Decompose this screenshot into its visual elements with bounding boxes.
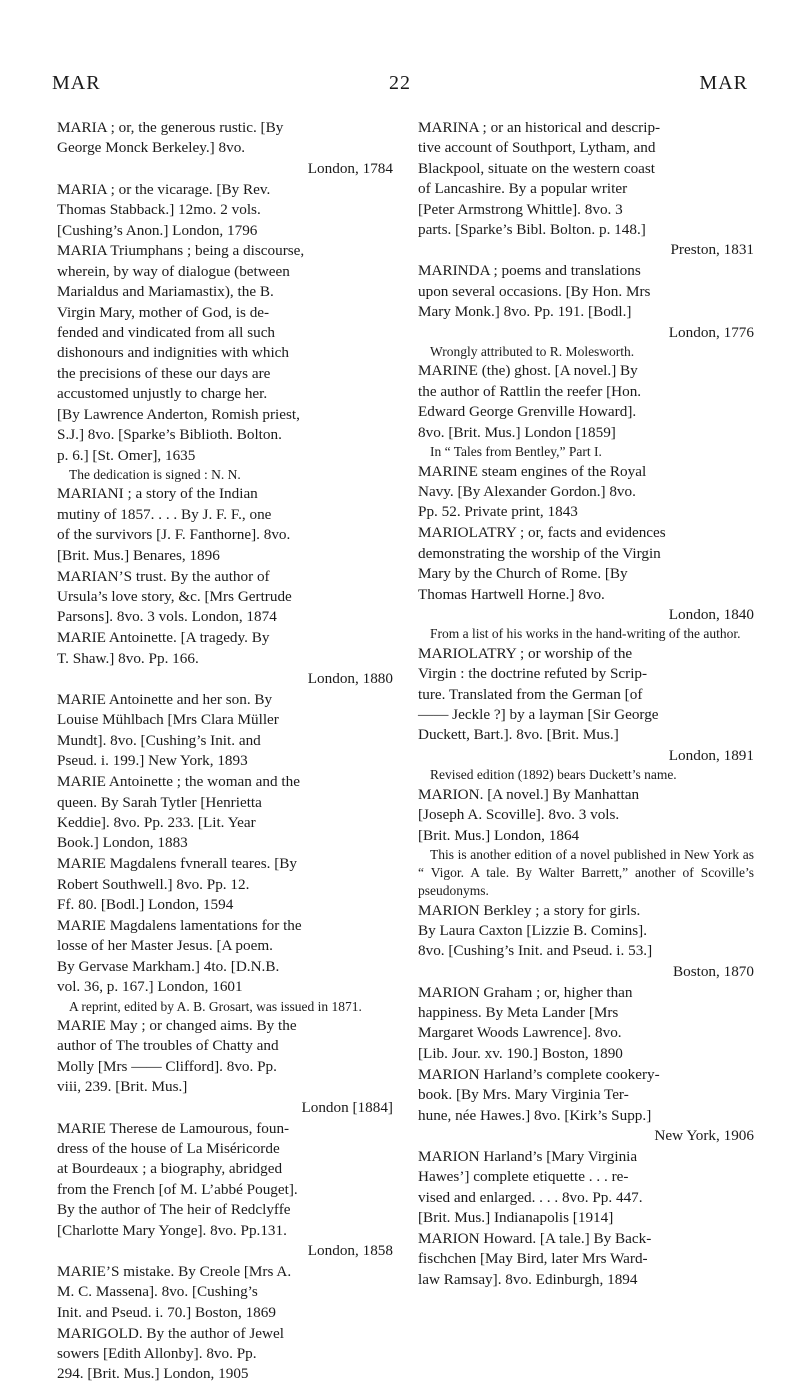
entry-line: Molly [Mrs —— Clifford]. 8vo. Pp.: [57, 1057, 277, 1075]
entry-line: By Gervase Markham.] 4to. [D.N.B.: [57, 957, 280, 975]
entry-line: dress of the house of La Miséricorde: [57, 1140, 280, 1157]
entry-line: [Brit. Mus.] London, 1864: [418, 826, 580, 844]
entry-line: Mundt]. 8vo. [Cushing’s Init. and: [57, 731, 261, 749]
bibliography-entry: [418, 901, 754, 983]
entry-line: Ff. 80. [Bodl.] London, 1594: [57, 896, 234, 914]
entry-line: losse of her Master Jesus. [A poem.: [57, 937, 273, 955]
entry-line: MARIA Triumphans ; being a discourse,: [57, 242, 305, 260]
entry-note: The dedication is signed : N. N.: [69, 466, 241, 482]
entry-line: fended and vindicated from all such: [57, 324, 276, 342]
entry-line: Hawes’] complete etiquette . . . re-: [418, 1168, 629, 1186]
entry-line: vised and enlarged. . . . 8vo. Pp. 447.: [418, 1188, 643, 1206]
entry-note: From a list of his works in the hand-writing of the author.: [430, 626, 741, 642]
entry-imprint: London [1884]: [301, 1098, 393, 1116]
entry-line: MARIE Antoinette. [A tragedy. By: [57, 629, 270, 647]
entry-line: upon several occasions. [By Hon. Mrs: [418, 282, 651, 300]
entry-line: happiness. By Meta Lander [Mrs: [418, 1004, 619, 1022]
bibliography-entry: [57, 1119, 393, 1262]
entry-line: 294. [Brit. Mus.] London, 1905: [57, 1365, 249, 1383]
entry-line: George Monck Berkeley.] 8vo.: [57, 139, 246, 157]
entry-line: MARINA ; or an historical and descrip-: [418, 119, 661, 136]
entry-line: By Laura Caxton [Lizzie B. Comins].: [418, 921, 648, 939]
bibliography-entry: [418, 1147, 754, 1229]
entry-imprint: Boston, 1870: [672, 962, 754, 980]
entry-line: author of The troubles of Chatty and: [57, 1037, 279, 1055]
entry-line: Thomas Stabback.] 12mo. 2 vols.: [57, 201, 261, 219]
entry-line: at Bourdeaux ; a biography, abridged: [57, 1160, 283, 1178]
entry-imprint: London, 1858: [307, 1242, 393, 1260]
entry-line: dishonours and indignities with which: [57, 344, 290, 362]
bibliography-entry: [418, 785, 754, 900]
entry-line: [Charlotte Mary Yonge]. 8vo. Pp.131.: [57, 1221, 287, 1239]
entry-line: Book.] London, 1883: [57, 834, 188, 852]
entry-line: [Cushing’s Anon.] London, 1796: [57, 221, 258, 239]
bibliography-entry: [57, 484, 393, 566]
entry-line: S.J.] 8vo. [Sparke’s Biblioth. Bolton.: [57, 426, 282, 444]
header-right-guide: MAR: [699, 72, 748, 94]
bibliography-entry: [57, 241, 393, 483]
entry-imprint: London, 1840: [668, 605, 754, 623]
bibliography-entry: [418, 1229, 754, 1290]
entry-imprint: London, 1776: [668, 323, 754, 341]
entry-line: MARION Harland’s [Mary Virginia: [418, 1147, 638, 1165]
bibliography-entry: [57, 690, 393, 772]
entry-line: p. 6.] [St. Omer], 1635: [57, 446, 196, 464]
entry-line: MARIE Therese de Lamourous, foun-: [57, 1119, 290, 1137]
running-header: [52, 72, 748, 106]
entry-line: MARIA ; or, the generous rustic. [By: [57, 119, 284, 136]
entry-line: [Peter Armstrong Whittle]. 8vo. 3: [418, 200, 623, 218]
bibliography-entry: [57, 916, 393, 1016]
entry-line: Virgin : the doctrine refuted by Scrip-: [418, 665, 648, 683]
entry-line: 8vo. [Cushing’s Init. and Pseud. i. 53.]: [418, 942, 653, 960]
entry-line: —— Jeckle ?] by a layman [Sir George: [418, 706, 659, 724]
bibliography-entry: [418, 523, 754, 643]
bibliography-entry: [418, 644, 754, 784]
entry-line: Pseud. i. 199.] New York, 1893: [57, 752, 248, 770]
entry-line: Duckett, Bart.]. 8vo. [Brit. Mus.]: [418, 726, 619, 744]
entry-line: MARIA ; or the vicarage. [By Rev.: [57, 180, 271, 198]
bibliography-entry: [418, 118, 754, 261]
entry-line: [Joseph A. Scoville]. 8vo. 3 vols.: [418, 806, 620, 824]
entry-line: Marialdus and Mariamastix), the B.: [57, 283, 274, 301]
entry-line: of the survivors [J. F. Fanthorne]. 8vo.: [57, 526, 291, 544]
left-column: [57, 118, 393, 1385]
entry-line: the precisions of these our days are: [57, 364, 271, 382]
bibliography-entry: [418, 361, 754, 461]
bibliography-entry: [57, 1262, 393, 1323]
entry-line: MARIOLATRY ; or, facts and evidences: [418, 524, 666, 542]
bibliography-entry: [57, 628, 393, 689]
entry-line: MARIE Magdalens fvnerall teares. [By: [57, 855, 297, 873]
entry-line: MARIE Magdalens lamentations for the: [57, 916, 302, 934]
entry-note: Wrongly attributed to R. Molesworth.: [430, 343, 635, 359]
entry-line: Navy. [By Alexander Gordon.] 8vo.: [418, 483, 636, 500]
bibliography-entry: [57, 118, 393, 179]
bibliography-entry: [418, 462, 754, 523]
entry-line: Blackpool, situate on the western coast: [418, 159, 656, 177]
entry-line: law Ramsay]. 8vo. Edinburgh, 1894: [418, 1270, 638, 1288]
entry-line: hune, née Hawes.] 8vo. [Kirk’s Supp.]: [418, 1106, 652, 1124]
entry-line: the author of Rattlin the reefer [Hon.: [418, 382, 642, 400]
entry-line: MARIAN’S trust. By the author of: [57, 567, 270, 585]
entry-line: Louise Mühlbach [Mrs Clara Müller: [57, 711, 279, 729]
entry-line: M. C. Massena]. 8vo. [Cushing’s: [57, 1283, 258, 1301]
entry-line: MARIOLATRY ; or worship of the: [418, 644, 633, 662]
entry-line: MARINE steam engines of the Royal: [418, 462, 647, 480]
entry-note: Revised edition (1892) bears Duckett’s name.: [430, 767, 677, 783]
entry-line: of Lancashire. By a popular writer: [418, 180, 628, 198]
entry-line: MARIE Antoinette ; the woman and the: [57, 773, 300, 791]
entry-line: MARION Howard. [A tale.] By Back-: [418, 1230, 652, 1247]
entry-line: ture. Translated from the German [of: [418, 685, 643, 703]
bibliography-entry: [418, 261, 754, 361]
entry-line: MARION Graham ; or, higher than: [418, 983, 633, 1001]
entry-line: MARINDA ; poems and translations: [418, 262, 641, 280]
entry-imprint: London, 1784: [307, 159, 393, 177]
entry-line: MARION. [A novel.] By Manhattan: [418, 785, 640, 803]
entry-line: sowers [Edith Allonby]. 8vo. Pp.: [57, 1345, 257, 1363]
entry-line: fischchen [May Bird, later Mrs Ward-: [418, 1250, 648, 1268]
bibliography-entry: [418, 983, 754, 1065]
entry-line: MARIE’S mistake. By Creole [Mrs A.: [57, 1262, 292, 1280]
entry-note: In “ Tales from Bentley,” Part I.: [430, 444, 602, 460]
entry-line: MARINE (the) ghost. [A novel.] By: [418, 362, 638, 380]
entry-line: demonstrating the worship of the Virgin: [418, 544, 661, 562]
page-number: 22: [389, 72, 411, 94]
entry-line: Thomas Hartwell Horne.] 8vo.: [418, 585, 605, 603]
bibliography-entry: [57, 854, 393, 915]
entry-line: Robert Southwell.] 8vo. Pp. 12.: [57, 875, 250, 893]
entry-note: A reprint, edited by A. B. Grosart, was issued in 1871.: [69, 998, 362, 1014]
bibliography-entry: [57, 180, 393, 241]
bibliography-entry: [57, 567, 393, 628]
entry-line: MARION Harland’s complete cookery-: [418, 1065, 660, 1083]
entry-line: MARIGOLD. By the author of Jewel: [57, 1324, 284, 1342]
entry-line: wherein, by way of dialogue (between: [57, 262, 290, 280]
entry-line: 8vo. [Brit. Mus.] London [1859]: [418, 423, 616, 441]
bibliography-entry: [57, 1324, 393, 1385]
entry-line: Pp. 52. Private print, 1843: [418, 503, 578, 521]
entry-line: [Brit. Mus.] Indianapolis [1914]: [418, 1209, 614, 1227]
entry-line: Init. and Pseud. i. 70.] Boston, 1869: [57, 1303, 276, 1321]
entry-imprint: New York, 1906: [654, 1126, 754, 1144]
entry-line: Mary Monk.] 8vo. Pp. 191. [Bodl.]: [418, 303, 632, 321]
entry-line: viii, 239. [Brit. Mus.]: [57, 1078, 188, 1096]
entry-note: This is another edition of a novel published in New York as “ Vigor. A tale. By Walter Barrett,” another of Scoville’s pseudonyms.: [418, 847, 754, 898]
entry-line: [Lib. Jour. xv. 190.] Boston, 1890: [418, 1044, 623, 1062]
entry-line: MARION Berkley ; a story for girls.: [418, 901, 641, 919]
entry-imprint: London, 1891: [668, 746, 754, 764]
entry-line: Ursula’s love story, &c. [Mrs Gertrude: [57, 587, 292, 605]
entry-line: tive account of Southport, Lytham, and: [418, 139, 656, 157]
entry-line: [Brit. Mus.] Benares, 1896: [57, 546, 220, 564]
header-left-guide: MAR: [52, 72, 101, 94]
bibliography-entry: [57, 1016, 393, 1118]
entry-line: Mary by the Church of Rome. [By: [418, 565, 628, 583]
entry-line: Virgin Mary, mother of God, is de-: [57, 303, 270, 321]
entry-line: Parsons]. 8vo. 3 vols. London, 1874: [57, 608, 277, 626]
bibliography-entry: [418, 1065, 754, 1147]
entry-line: queen. By Sarah Tytler [Henrietta: [57, 793, 262, 811]
entry-line: Keddie]. 8vo. Pp. 233. [Lit. Year: [57, 813, 256, 831]
entry-line: By the author of The heir of Redclyffe: [57, 1201, 291, 1219]
entry-line: [By Lawrence Anderton, Romish priest,: [57, 405, 300, 423]
entry-line: MARIE Antoinette and her son. By: [57, 690, 273, 708]
entry-line: book. [By Mrs. Mary Virginia Ter-: [418, 1086, 629, 1104]
entry-line: parts. [Sparke’s Bibl. Bolton. p. 148.]: [418, 221, 646, 239]
bibliography-entry: [57, 772, 393, 854]
entry-line: Edward George Grenville Howard].: [418, 403, 637, 421]
entry-imprint: Preston, 1831: [670, 241, 754, 259]
right-column: [418, 118, 754, 1291]
entry-line: MARIANI ; a story of the Indian: [57, 485, 258, 503]
entry-imprint: London, 1880: [307, 670, 393, 688]
entry-line: vol. 36, p. 167.] London, 1601: [57, 978, 243, 996]
entry-line: accustomed unjustly to charge her.: [57, 385, 268, 403]
entry-line: mutiny of 1857. . . . By J. F. F., one: [57, 505, 272, 523]
entry-line: Margaret Woods Lawrence]. 8vo.: [418, 1024, 622, 1042]
entry-line: MARIE May ; or changed aims. By the: [57, 1017, 297, 1035]
entry-line: T. Shaw.] 8vo. Pp. 166.: [57, 649, 199, 667]
entry-line: from the French [of M. L’abbé Pouget].: [57, 1180, 298, 1198]
